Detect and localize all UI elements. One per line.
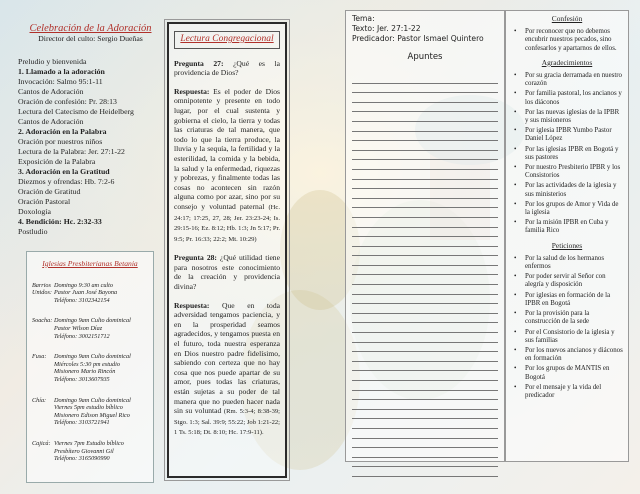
note-line	[352, 112, 498, 122]
worship-order-list	[18, 57, 163, 237]
worship-order-line: Doxología	[18, 207, 51, 216]
church-info-line: Misionero Edison Miguel Rico	[54, 411, 130, 419]
church-info-line: Teléfono: 3103721941	[54, 419, 110, 427]
worship-order-line: Cantos de Adoración	[18, 87, 84, 96]
church-info-line: Teléfono: 3002151712	[54, 332, 110, 340]
note-line	[352, 295, 498, 305]
note-line	[352, 275, 498, 285]
worship-order-line: Preludio y bienvenida	[18, 57, 87, 66]
list-item: • Por la misión IPBR en Cuba y familia Rico	[511, 219, 623, 235]
reading-title: Lectura Congregacional	[174, 31, 280, 49]
church-info-line: Presbítero Giovanni Gil	[54, 447, 114, 455]
church-info-line: Teléfono: 3013607935	[54, 375, 110, 383]
church-info-line: Domingo 9am Culto dominical	[54, 396, 131, 404]
worship-order	[18, 24, 163, 237]
church-info-line: Teléfono: 3102342154	[54, 296, 110, 304]
church-entry	[32, 397, 148, 427]
note-line	[352, 362, 498, 372]
note-line	[352, 429, 498, 439]
list-item: • Por iglesia IPBR Yumbo Pastor Daniel López	[511, 127, 623, 143]
churches-title: Iglesias Presbiterianas Betania	[42, 259, 138, 268]
church-city: Cajicá:	[32, 439, 51, 447]
church-city: Fusa:	[32, 353, 47, 361]
list-item: • Por nuestro Presbiterio IPBR y los Consistorios	[511, 164, 623, 180]
worship-order-line: Oración Pastoral	[18, 197, 71, 206]
note-line	[352, 400, 498, 410]
church-info-line: Teléfono: 3165090990	[54, 455, 110, 463]
church-info-line: Pastor Wilson Díaz	[54, 324, 103, 332]
church-city: Chía:	[32, 396, 47, 404]
answer-28: Respuesta: Que en toda adversidad tengamos paciencia, y en la prosperidad seamos agradecidos, y tengamos puesta en el futuro, toda nuestra esperanza en Dios nuestro padre fidelísimo, sabiendo con certeza que no hay cosa que nos puede apartar de su amor, pues todas las criaturas, están sujetas a su poder de tal manera que no pueden hacer nada sin su voluntad (Rm. 5:3-4; 8:38-39; Stgo. 1:3; Sal. 39:9; 55:22; Job 1:21-22; 1 Ts. 5:18; Dt. 8:10; Hc. 17:9-11).	[174, 300, 280, 437]
church-entry	[32, 282, 148, 305]
list-item: • Por los grupos de Amor y Vida de la iglesia	[511, 201, 623, 217]
thanks-list	[511, 72, 623, 236]
note-line	[352, 237, 498, 247]
worship-order-line: Invocación: Salmo 95:1-11	[18, 77, 103, 86]
church-city: Soacha:	[32, 317, 53, 325]
list-item: • Por poder servir al Señor con alegría y disposición	[511, 273, 623, 289]
petitions-list	[511, 255, 623, 400]
church-info-line: Domingo 9am Culto dominical	[54, 317, 131, 325]
note-line	[352, 132, 498, 142]
note-line	[352, 218, 498, 228]
note-line	[352, 304, 498, 314]
note-line	[352, 323, 498, 333]
churches-box	[26, 251, 154, 483]
list-item: • Por la salud de los hermanos enfermos	[511, 255, 623, 271]
note-line	[352, 141, 498, 151]
list-item: • Por los nuevos ancianos y diáconos en formación	[511, 347, 623, 363]
note-lines	[352, 74, 498, 477]
church-info-line: Domingo 9:30 am culto	[54, 281, 113, 289]
petitions-title: Peticiones	[551, 240, 583, 250]
note-line	[352, 199, 498, 209]
sermon-text-label: Texto: Jer. 27:1-22	[352, 24, 421, 33]
worship-order-line: Diezmos y ofrendas: Hb. 7:2-6	[18, 177, 115, 186]
worship-order-line: Oración por nuestros niños	[18, 137, 103, 146]
note-line	[352, 189, 498, 199]
worship-order-line: Oración de confesión: Pr. 28:13	[18, 97, 117, 106]
church-info-line: Pastor Juan José Bayona	[54, 289, 118, 297]
note-line	[352, 352, 498, 362]
note-line	[352, 122, 498, 132]
confession-list	[511, 28, 623, 53]
list-item: • Por reconocer que no debemos encubrir nuestros pecados, sino confesarlos y apartarnos de ellos.	[511, 28, 623, 53]
congregational-reading	[167, 22, 287, 478]
list-item: • Por su gracia derramada en nuestro corazón	[511, 72, 623, 88]
note-line	[352, 448, 498, 458]
note-line	[352, 458, 498, 468]
note-line	[352, 160, 498, 170]
note-line	[352, 381, 498, 391]
sermon-notes	[345, 10, 505, 462]
note-line	[352, 439, 498, 449]
worship-order-line: Lectura del Catecismo de Heidelberg	[18, 107, 134, 116]
church-list	[32, 282, 148, 463]
church-info-line: Misionero Mario Rincón	[54, 368, 116, 376]
church-entry	[32, 440, 148, 463]
note-line	[352, 74, 498, 84]
list-item: • Por familia pastoral, los ancianos y los diáconos	[511, 90, 623, 106]
church-entry	[32, 317, 148, 340]
note-line	[352, 467, 498, 477]
prayer-list	[505, 10, 629, 462]
question-28: Pregunta 28: ¿Qué utilidad tiene para nosotros este conocimiento de la creación y providencia divina?	[174, 253, 280, 292]
note-line	[352, 371, 498, 381]
list-item: • Por las actividades de la iglesia y sus ministerios	[511, 182, 623, 198]
church-info-line: Miércoles 5:30 pm estudio	[54, 360, 120, 368]
note-line	[352, 410, 498, 420]
worship-order-line: Exposición de la Palabra	[18, 157, 96, 166]
worship-order-line: 4. Bendición: Hc. 2:32-33	[18, 217, 102, 226]
list-item: • Por las nuevas iglesias de la IPBR y sus misioneros	[511, 109, 623, 125]
worship-order-line: 3. Adoración en la Gratitud	[18, 167, 110, 176]
note-line	[352, 84, 498, 94]
note-line	[352, 170, 498, 180]
note-line	[352, 180, 498, 190]
question-27: Pregunta 27: ¿Qué es la providencia de Dios?	[174, 58, 280, 78]
notes-title: Apuntes	[407, 52, 443, 62]
list-item: • Por iglesias en formación de la IPBR en Bogotá	[511, 292, 623, 308]
note-line	[352, 285, 498, 295]
worship-director: Director del culto: Sergio Dueñas	[38, 34, 143, 43]
church-info-line: Domingo 9am Culto dominical	[54, 353, 131, 361]
list-item: • Por los grupos de MANTIS en Bogotá	[511, 365, 623, 381]
note-line	[352, 314, 498, 324]
worship-order-title: Celebración de la Adoración	[29, 23, 152, 34]
church-info-line: Viernes 7pm Estudio bíblico	[54, 439, 124, 447]
note-line	[352, 333, 498, 343]
note-line	[352, 151, 498, 161]
church-city: Barrios Unidos:	[32, 281, 52, 297]
church-info-line: Viernes 5pm estudio bíblico	[54, 404, 123, 412]
note-line	[352, 266, 498, 276]
note-line	[352, 247, 498, 257]
list-item: • Por el Consistorio de la iglesia y sus familias	[511, 329, 623, 345]
church-entry	[32, 353, 148, 383]
note-line	[352, 228, 498, 238]
thanks-title: Agradecimientos	[541, 57, 593, 67]
worship-order-line: 2. Adoración en la Palabra	[18, 127, 107, 136]
note-line	[352, 343, 498, 353]
list-item: • Por la provisión para la construcción de la sede	[511, 310, 623, 326]
note-line	[352, 93, 498, 103]
sermon-preacher-label: Predicador: Pastor Ismael Quintero	[352, 34, 484, 43]
worship-order-line: 1. Llamado a la adoración	[18, 67, 105, 76]
worship-order-line: Lectura de la Palabra: Jer. 27:1-22	[18, 147, 125, 156]
list-item: • Por las iglesias IPBR en Bogotá y sus pastores	[511, 146, 623, 162]
note-line	[352, 103, 498, 113]
worship-order-line: Oración de Gratitud	[18, 187, 81, 196]
list-item: • Por el mensaje y la vida del predicador	[511, 384, 623, 400]
note-line	[352, 419, 498, 429]
sermon-theme-label: Tema:	[352, 14, 375, 23]
worship-order-line: Postludio	[18, 227, 48, 236]
answer-27: Respuesta: Es el poder de Dios omnipotente y presente en todo lugar, por el cual sustenta y gobierna el cielo, la tierra y todas las criaturas de tal manera, que todo lo que la tierra produce, la lluvia y la sequía, la fertilidad y la esterilidad, la comida y la bebida, la salud y la enfermedad, riquezas y pobrezas, y finalmente todas las cosas no acontecen sin razón alguna como por azar, sino por su consejo y voluntad paternal (Hc. 24:17; 17:25, 27, 28; Jer. 23:23-24; Is. 29:15-16; Ez. 8:12; Hb. 1:3; Jn 5:17; Pr. 9:5; Pr. 16:33; 22:2; Mt. 10:29)	[174, 86, 280, 243]
note-line	[352, 256, 498, 266]
worship-order-line: Cantos de Adoración	[18, 117, 84, 126]
confession-title: Confesión	[551, 14, 583, 23]
note-line	[352, 208, 498, 218]
note-line	[352, 391, 498, 401]
